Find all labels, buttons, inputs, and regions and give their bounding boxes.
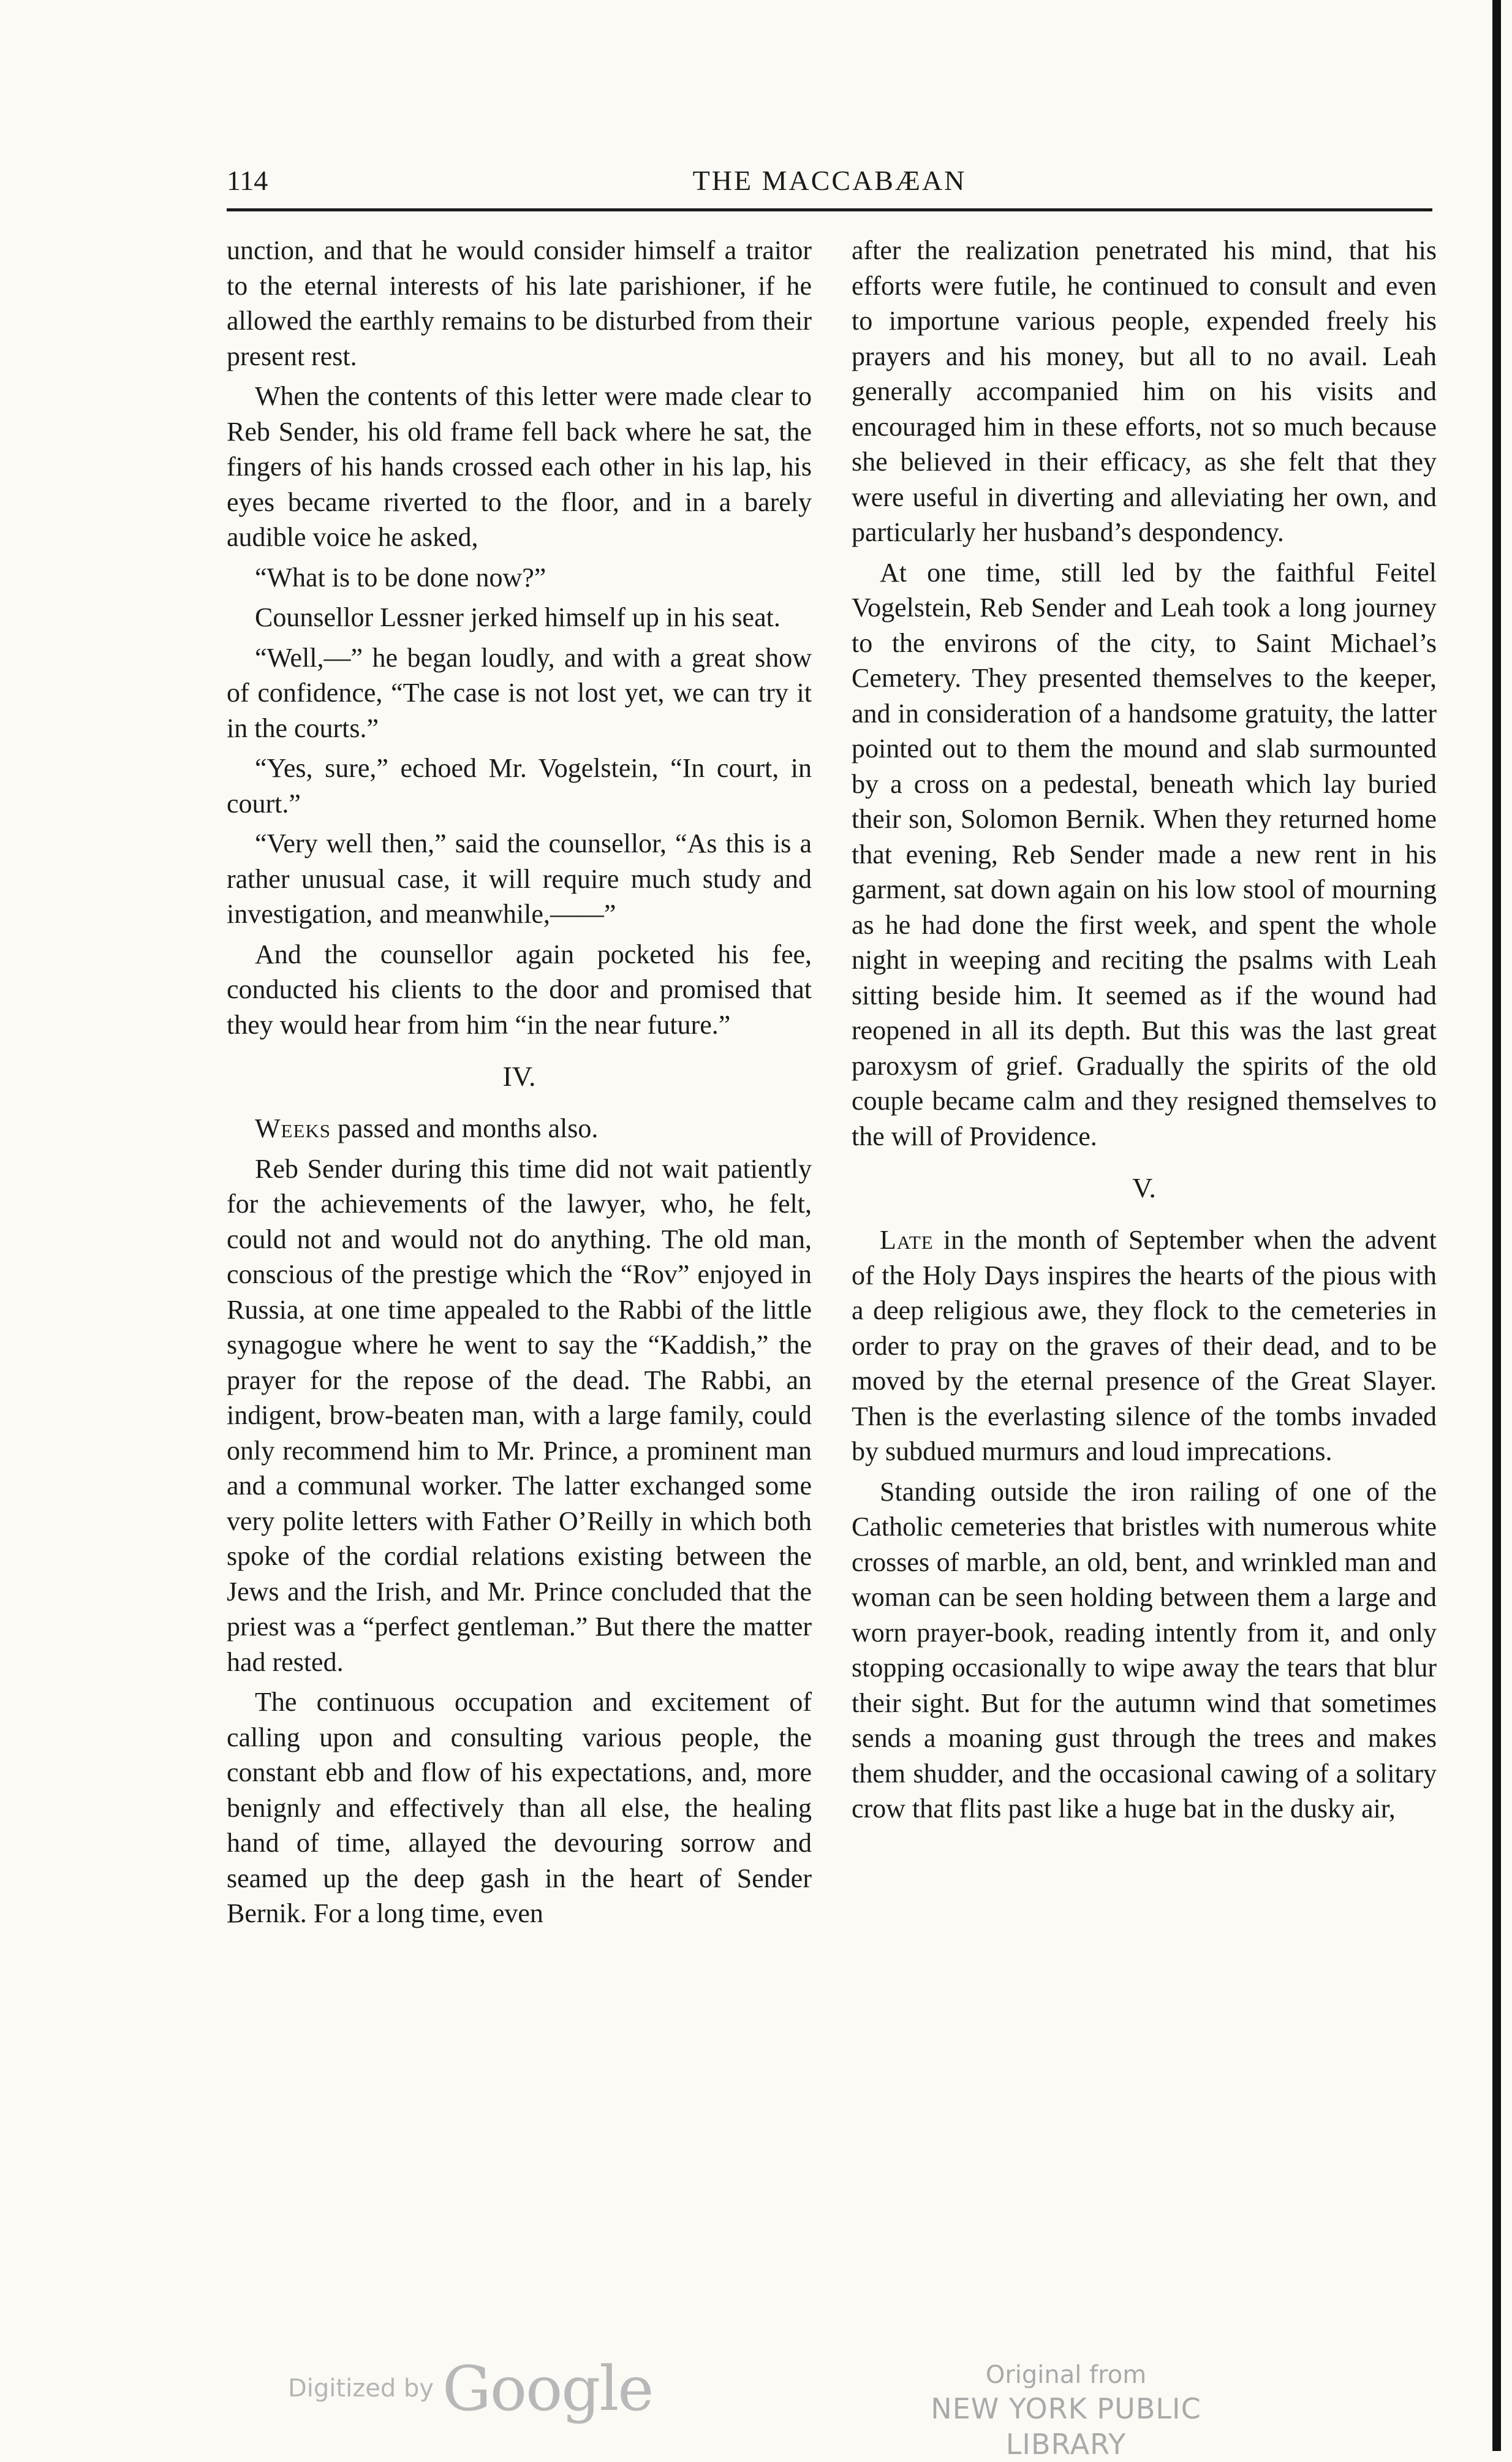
paragraph: [852, 1222, 1437, 1469]
paragraph: The continuous occupation and excitement of calling upon and consulting various people, the constant ebb and flow of his expectations, and, more benignly and effectively than all else, the healing hand of time, allayed the devouring sorrow and seamed up the deep gash in the heart of Sender Bernik. For a long time, even: [227, 1687, 812, 1928]
paragraph: At one time, still led by the faithful Feitel Vogelstein, Reb Sender and Leah took a long journey to the environs of the city, to Saint Michael’s Cemetery. They presented themselves to the keeper, and in consideration of a handsome gratuity, the latter pointed out to them the mound and slab surmounted by a cross on a pedestal, beneath which lay buried their son, Solomon Bernik. When they returned home that evening, Reb Sender made a new rent in his garment, sat down again on his low stool of mourning as he had done the first week, and spent the whole night in weeping and reciting the psalms with Leah sitting beside him. It seemed as if the wound had reopened in all its depth. But this was the last great paroxysm of grief. Gradually the spirits of the old couple became calm and they resigned themselves to the will of Providence.: [852, 557, 1437, 1151]
source-library-watermark: [876, 2359, 1256, 2462]
paragraph: “What is to be done now?”: [255, 562, 546, 593]
paragraph: Reb Sender during this time did not wait patiently for the achievements of the lawyer, who, he felt, could not and would not do anything. The old man, conscious of the prestige which the “Rov” enjoyed in Russia, at one time appealed to the Rabbi of the little synagogue where he went to say the “Kaddish,” the prayer for the repose of the dead. The Rabbi, an indigent, brow-beaten man, with a large family, could only recommend him to Mr. Prince, a prominent man and a communal worker. The latter exchanged some very polite letters with Father O’Reilly in which both spoke of the cordial relations existing between the Jews and the Irish, and Mr. Prince concluded that the priest was a “perfect gentleman.” But there the matter had rested.: [227, 1153, 812, 1677]
paragraph: unction, and that he would consider himself a traitor to the eternal interests of his late parishioner, if he allowed the earthly remains to be disturbed from their present rest.: [227, 235, 812, 371]
page-number: 114: [227, 165, 268, 196]
page-edge-line: [1492, 0, 1501, 2451]
library-name: NEW YORK PUBLIC LIBRARY: [931, 2392, 1201, 2461]
lead-word: Late: [880, 1225, 934, 1255]
paragraph: Standing outside the iron railing of one of the Catholic cemeteries that bristles with numerous white crosses of marble, an old, bent, and wrinkled man and woman can be seen holding between them a large and worn prayer-book, reading intently from it, and only stopping occasionally to wipe away the tears that blur their sight. But for the autumn wind that sometimes sends a moaning gust through the trees and makes them shudder, and the occasional cawing of a solitary crow that flits past like a huge bat in the dusky air,: [852, 1476, 1437, 1824]
paragraph: “Yes, sure,” echoed Mr. Vogelstein, “In court, in court.”: [227, 753, 812, 819]
section-heading-v: V.: [1132, 1172, 1156, 1203]
header-rule: [227, 208, 1432, 211]
google-logo: Google: [442, 2352, 653, 2425]
paragraph: And the counsellor again pocketed his fee, conducted his clients to the door and promised that they would hear from him “in the near future.”: [227, 939, 812, 1040]
paragraph-text: in the month of September when the advent of the Holy Days inspires the hearts of the pious with a deep religious awe, they flock to the cemeteries in order to pray on the graves of their dead, and to be moved by the eternal presence of the Great Slayer. Then is the everlasting silence of the tombs invaded by subdued murmurs and loud imprecations.: [852, 1225, 1437, 1466]
digitized-watermark: [288, 2352, 652, 2425]
paragraph: [227, 1111, 812, 1146]
paragraph: after the realization penetrated his mind, that his efforts were futile, he continued to consult and even to importune various people, expended freely his prayers and his money, but all to no avail. Leah generally accompanied him on his visits and encouraged him in these efforts, not so much because she believed in their efficacy, as she felt that they were useful in diverting and alleviating her own, and particularly her husband’s despondency.: [852, 235, 1437, 547]
lead-word: Weeks: [255, 1113, 331, 1143]
paragraph: “Very well then,” said the counsellor, “As this is a rather unusual case, it will require much study and investigation, and meanwhile,——”: [227, 828, 812, 929]
paragraph: Counsellor Lessner jerked himself up in his seat.: [255, 602, 781, 632]
paragraph: “Well,—” he began loudly, and with a great show of confidence, “The case is not lost yet, we can try it in the courts.”: [227, 642, 812, 743]
paragraph: When the contents of this letter were made clear to Reb Sender, his old frame fell back where he sat, the fingers of his hands crossed each other in his lap, his eyes became riverted to the floor, and in a barely audible voice he asked,: [227, 381, 812, 552]
running-title: THE MACCABÆAN: [692, 165, 967, 196]
digitized-by-text: Digitized by: [288, 2374, 434, 2403]
original-from-text: Original from: [985, 2361, 1147, 2389]
section-heading-iv: IV.: [502, 1061, 536, 1092]
paragraph-text: passed and months also.: [331, 1113, 599, 1143]
page-header: [227, 164, 1432, 207]
left-column: [227, 233, 812, 1936]
right-column: [852, 233, 1437, 1831]
